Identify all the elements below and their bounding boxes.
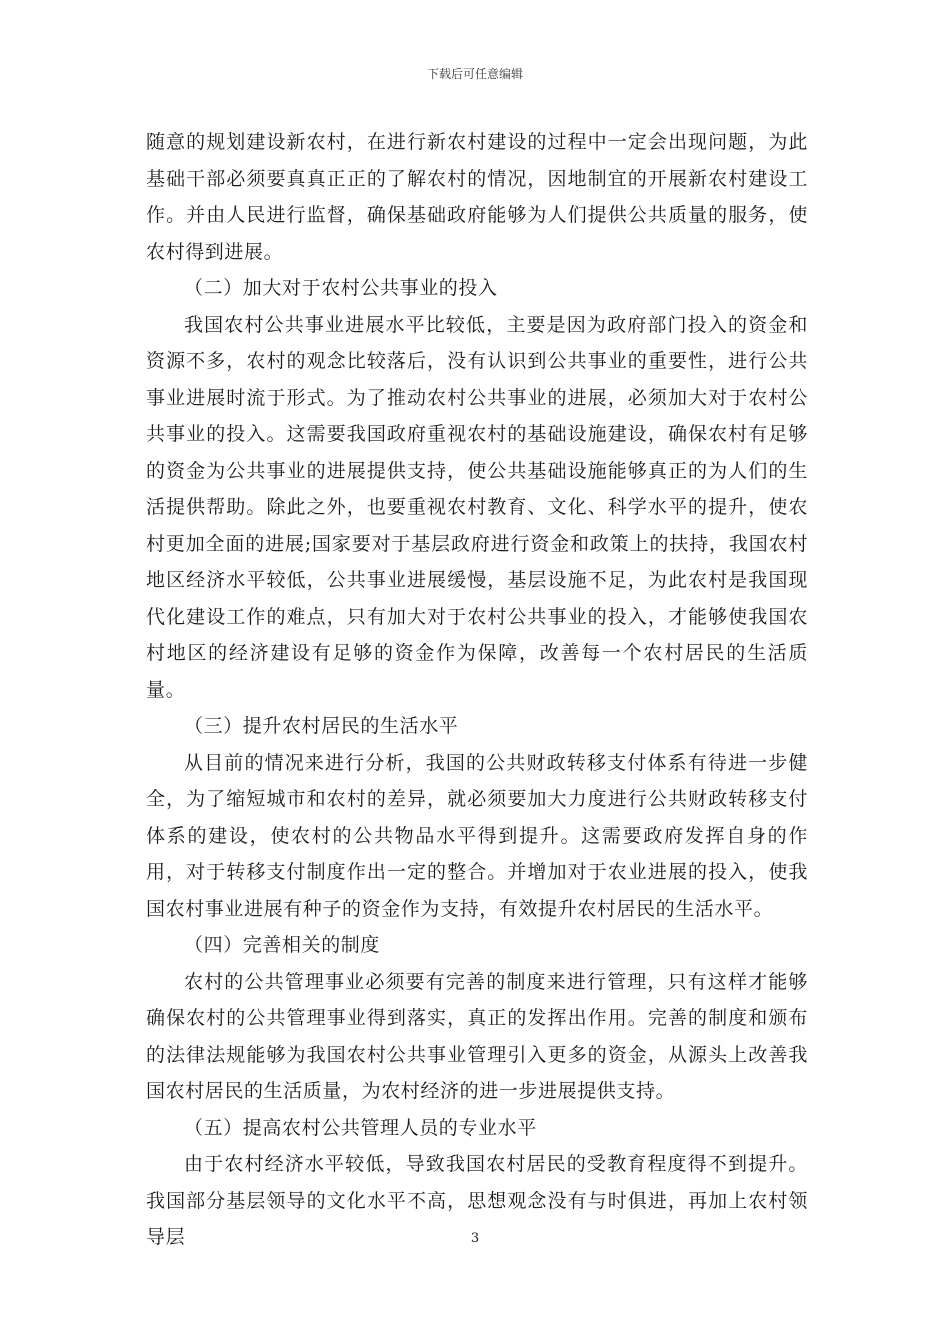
section-heading-3: （三）提升农村居民的生活水平 [184,715,459,737]
section-heading-2: （二）加大对于农村公共事业的投入 [184,277,498,299]
page-number: 3 [470,1231,480,1246]
paragraph-2: 我国农村公共事业进展水平比较低，主要是因为政府部门投入的资金和资源不多，农村的观念比较落后，没有认识到公共事业的重要性，进行公共事业进展时流于形式。为了推动农村公共事业的进展，必须加大对于农村公共事业的投入。这需要我国政府重视农村的基础设施建设，确保农村有足够的资金为公共事业的进展提供支持，使公共基础设施能够真正的为人们的生活提供帮助。除此之外，也要重视农村教育、文化、科学水平的提升，使农村更加全面的进展;国家要对于基层政府进行资金和政策上的扶持，我国农村地区经济水平较低，公共事业进展缓慢，基层设施不足，为此农村是我国现代化建设工作的难点，只有加大对于农村公共事业的投入，才能够使我国农村地区的经济建设有足够的资金作为保障，改善每一个农村居民的生活质量。 [146,313,808,701]
section-heading-4: （四）完善相关的制度 [184,934,381,956]
paragraph-continued: 随意的规划建设新农村，在进行新农村建设的过程中一定会出现问题，为此基础干部必须要真真正正的了解农村的情况，因地制宜的开展新农村建设工作。并由人民进行监督，确保基础政府能够为人们提供公共质量的服务，使农村得到进展。 [146,131,808,263]
paragraph-4: 农村的公共管理事业必须要有完善的制度来进行管理，只有这样才能够确保农村的公共管理事业得到落实，真正的发挥出作用。完善的制度和颁布的法律法规能够为我国农村公共事业管理引入更多的资金，从源头上改善我国农村居民的生活质量，为农村经济的进一步进展提供支持。 [146,970,808,1102]
section-heading-5: （五）提高农村公共管理人员的专业水平 [184,1116,537,1139]
document-body [146,124,808,1256]
paragraph-3: 从目前的情况来进行分析，我国的公共财政转移支付体系有待进一步健全，为了缩短城市和农村的差异，就必须要加大力度进行公共财政转移支付体系的建设，使农村的公共物品水平得到提升。这需要政府发挥自身的作用，对于转移支付制度作出一定的整合。并增加对于农业进展的投入，使我国农村事业进展有种子的资金作为支持，有效提升农村居民的生活水平。 [146,751,808,920]
page-header: 下载后可任意编辑 [426,67,523,81]
paragraph-5: 由于农村经济水平较低，导致我国农村居民的受教育程度得不到提升。我国部分基层领导的文化水平不高，思想观念没有与时俱进，再加上农村领导层 [146,1153,808,1248]
